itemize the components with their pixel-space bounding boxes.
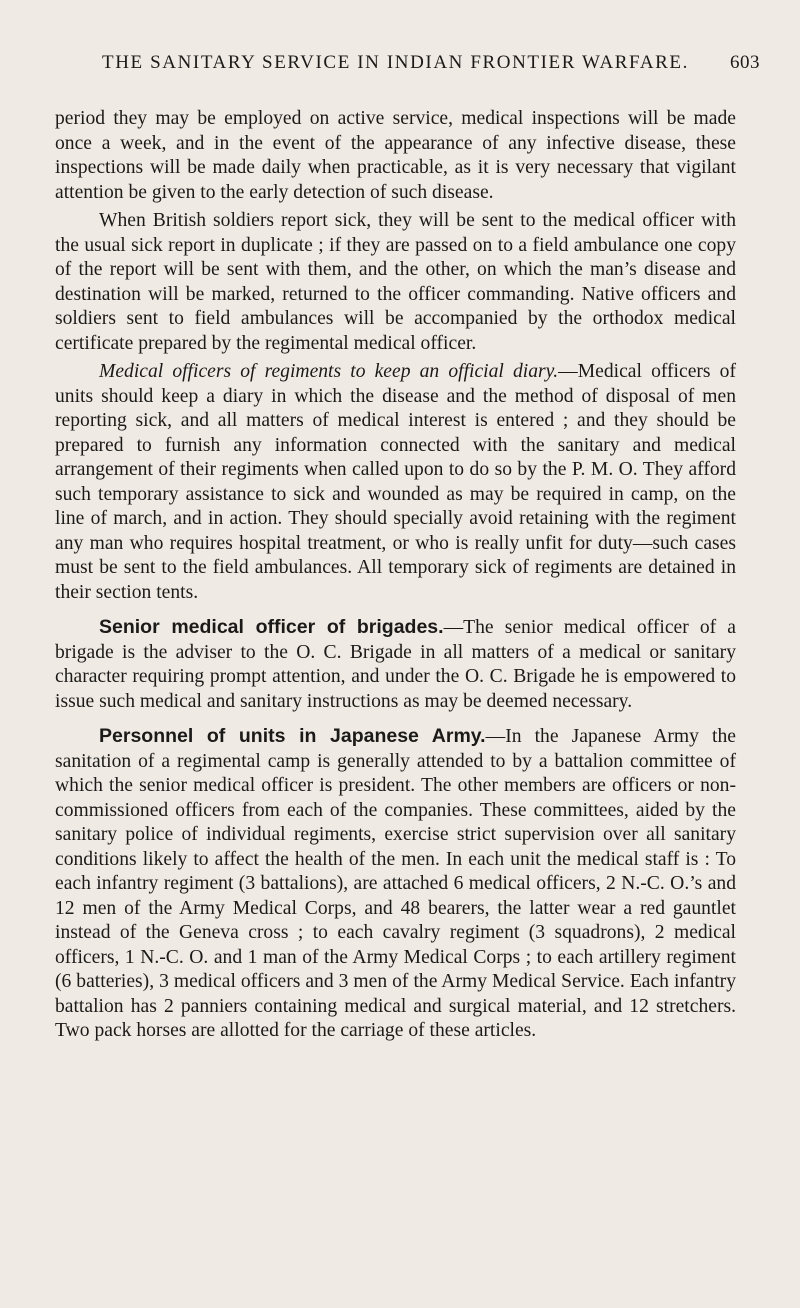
- paragraph-text: —Medical officers of units should keep a diary in which the disease and the method of disposal of men reporting sick, and all matters of medical interest is entered ; and they should be prepared to furnish any information connected with the sanitary and medical arrangement of their regiments when called upon to do so by the P. M. O. They afford such temporary assistance to sick and wounded as may be required in camp, on the line of march, and in action. They should specially avoid retaining with the regiment any man who requires hospital treatment, or who is really unfit for duty—such cases must be sent to the field ambulances. All temporary sick of regiments are detained in their section tents.: [55, 361, 736, 603]
- section-heading: Personnel of units in Japanese Army.: [99, 725, 486, 747]
- paragraph-senior-medical-officer: [55, 615, 736, 714]
- body-text: [55, 107, 736, 1044]
- page-number: 603: [730, 52, 760, 73]
- paragraph-text: When British soldiers report sick, they will be sent to the medical officer with the usual sick report in duplicate ; if they are passed on to a field ambulance one copy of the report will be sent with them, and the other, on which the man’s disease and destination will be marked, returned to the officer commanding. Native officers and soldiers sent to field ambulances will be accompanied by the orthodox medical certificate prepared by the regimental medical officer.: [55, 210, 736, 354]
- paragraph-text: —In the Japanese Army the sanitation of a regimental camp is generally attended to by a battalion committee of which the senior medical officer is president. The other members are officers or non-commissioned officers from each of the companies. These committees, aided by the sanitary police of individual regiments, exercise strict supervision over all sanitary conditions likely to affect the health of the men. In each unit the medical staff is : To each infantry regiment (3 battalions), are attached 6 medical officers, 2 N.-C. O.’s and 12 men of the Army Medical Corps, and 48 bearers, the latter wear a red gauntlet instead of the Geneva cross ; to each cavalry regiment (3 squadrons), 2 medical officers, 1 N.-C. O. and 1 man of the Army Medical Corps ; to each artillery regiment (6 batteries), 3 medical officers and 3 men of the Army Medical Service. Each infantry battalion has 2 panniers containing medical and surgical material, and 12 stretchers. Two pack horses are allotted for the carriage of these articles.: [55, 726, 736, 1041]
- paragraph-continuation: [55, 107, 736, 205]
- paragraph-official-diary: [55, 360, 736, 605]
- section-heading: Senior medical officer of brigades.: [99, 616, 444, 638]
- paragraph-text: period they may be employed on active service, medical inspections will be made once a week, and in the event of the appearance of any infective disease, these inspections will be made daily when practicable, as it is very necessary that vigilant attention be given to the early detection of such disease.: [55, 108, 736, 203]
- section-heading: Medical officers of regiments to keep an official diary.: [99, 361, 559, 382]
- paragraph-text: —The senior medical officer of a brigade is the adviser to the O. C. Brigade in all matters of a medical or sanitary character requiring prompt attention, and under the O. C. Brigade he is empowered to issue such medical and sanitary instructions as may be deemed necessary.: [55, 617, 736, 712]
- running-title: THE SANITARY SERVICE IN INDIAN FRONTIER WARFARE.: [102, 52, 689, 73]
- paragraph-japanese-army: [55, 724, 736, 1044]
- paragraph-sick-reports: [55, 209, 736, 356]
- running-head: [55, 48, 760, 78]
